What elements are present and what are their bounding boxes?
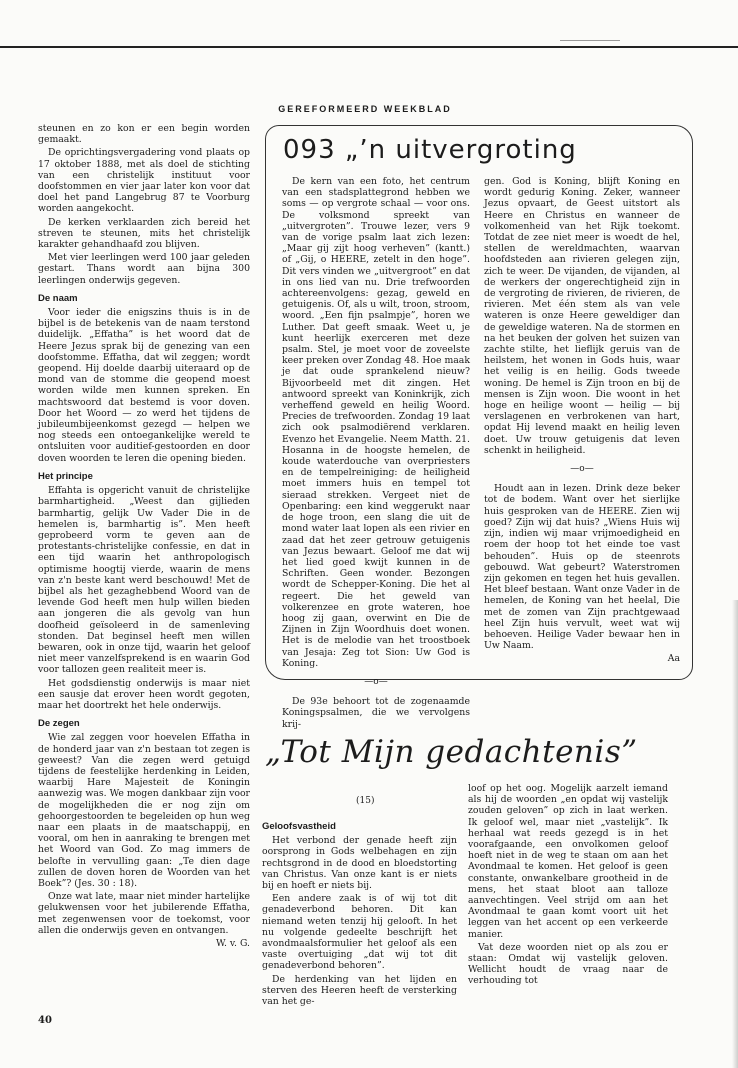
- top-rule-accent: [560, 40, 620, 41]
- psalm-article-title: 093 „’n uitvergroting: [283, 135, 577, 165]
- paragraph: Het verbond der genade heeft zijn oorsprong in Gods welbehagen en zijn rechtsgrond in de dood en bloedstorting van Christus. Van onze kant is er niets bij en hoeft er niets bij.: [262, 835, 457, 892]
- paragraph: Effahta is opgericht vanuit de christelijke barmhartigheid. „Weest dan gijlieden barmhartig, gelijk Uw Vader Die in de hemelen is, barmhartig is”. Men heeft geprobeerd vorm te geven aan de protestants-christelijke confessie, en dat in een tijd waarin het anthropologisch optimisme hoogtij vierde, waarin de mens van z'n beste kant werd beschouwd! Met de bijbel als het gezaghebbend Woord van de levende God heeft men hulp willen bieden aan jongeren die als gevolg van hun doofheid geïsoleerd in de samenleving stonden. Dat beginsel heeft men willen bewaren, ook in onze tijd, waarin het geloof niet meer vanzelfsprekend is en waarin God voor tallozen geen realiteit meer is.: [38, 485, 250, 676]
- paragraph: Voor ieder die enigszins thuis is in de bijbel is de betekenis van de naam terstond duidelijk. „Effatha” is het woord dat de Heere Jezus sprak bij de genezing van een doofstomme. Effatha, dat wil zeggen; wordt geopend. Hij doelde daarbij uiteraard op de mond van de stomme die geopend moest worden wilde men kunnen spreken. En machtswoord dat bestemd is voor doven. Door het Woord — zo werd het tijdens de jubileumbijeenkomst gezegd — helpen we nog steeds een ontoegankelijke wereld te ontsluiten voor auditief-gestoorden en door doven woorden te leren die opening bieden.: [38, 307, 250, 464]
- paragraph: Houdt aan in lezen. Drink deze beker tot de bodem. Want over het sierlijke huis gesproken van de HEERE. Zien wij goed? Zijn wij dat huis? „Wiens Huis wij zijn, indien wij maar vrijmoedigheid en roem der hoop tot het einde toe vast behouden”. Huis op de steenrots gebouwd. Wat gebeurt? Waterstromen zijn gekomen en tegen het huis gevallen. Het bleef bestaan. Want onze Vader in de hemelen, de Koning van het heelal, Die met de zomen van Zijn prachtgewaad heel Zijn huis vervult, weet wat wij behoeven. Heilige Vader bewaar hen in Uw Naam.: [484, 483, 680, 652]
- top-rule: [0, 46, 738, 48]
- paragraph: Wie zal zeggen voor hoevelen Effatha in de honderd jaar van z'n bestaan tot zegen is geweest? Van die zegen werd getuigd tijdens de feestelijke herdenking in Leiden, waarbij Hare Majesteit de Koningin aanwezig was. We mogen dankbaar zijn voor de mogelijkheden die er nog zijn om gehoorgestoorden te begeleiden op hun weg naar een plaats in de maatschappij, en vooral, om hen in aanraking te brengen met het Woord van God. Zo mag immers de belofte in vervulling gaan: „Te dien dage zullen de doven horen de Woorden van het Boek”? (Jes. 30 : 18).: [38, 732, 250, 889]
- page-edge-shadow: [732, 600, 738, 1068]
- paragraph: Onze wat late, maar niet minder hartelijke gelukwensen voor het jubilerende Effatha, met zegenwensen voor de toekomst, voor allen die onderwijs geven en ontvangen.: [38, 891, 250, 936]
- psalm-article-right-column: [484, 176, 680, 667]
- section-heading-naam: De naam: [38, 292, 78, 304]
- left-column: [38, 123, 250, 951]
- psalm-article-left-column: [282, 176, 470, 732]
- paragraph: De oprichtingsvergadering vond plaats op 17 oktober 1888, met als doel de stichting van een christelijk instituut voor doofstommen en vier jaar later kon voor dat doel het pand Langebrug 87 te Voorburg worden aangekocht.: [38, 147, 250, 215]
- section-heading-zegen: De zegen: [38, 718, 80, 730]
- author-signature: W. v. G.: [216, 938, 250, 950]
- separator: —o—: [570, 464, 594, 475]
- series-number: (15): [356, 796, 375, 806]
- gedachtenis-left-column: [262, 814, 457, 1009]
- section-heading-principe: Het principe: [38, 470, 93, 482]
- separator: —o—: [364, 676, 388, 687]
- paragraph: De kern van een foto, het centrum van een stadsplattegrond hebben we soms — op vergrote schaal — voor ons. De volksmond spreekt van „uitvergroten”. Trouwe lezer, vers 9 van de vorige psalm laat zich lezen: „Maar gij zijt hoog verheven” (kantt.) of „Gij, o HEERE, zetelt in den hoge”. Dit vers vinden we „uitvergroot” en dat in ons lied van nu. Drie trefwoorden achtereenvolgens: gezag, geweld en getuigenis. Of, als u wilt, troon, stroom, woord. „Een fijn psalmpje”, horen we Luther. Dat geeft smaak. Weet u, je kunt heerlijk exerceren met deze psalm. Stel, je moet voor de zoveelste keer preken over Zondag 48. Hoe maak je dat oude sprankelend nieuw? Bijvoorbeeld met dit zingen. Het antwoord spreekt van Koninkrijk, zich verheffend geweld en heilig Woord. Precies de trefwoorden. Zondag 19 laat zich ook psalmodiërend verklaren. Evenzo het Evangelie. Neem Matth. 21. Hosanna in de hoogste hemelen, de koude waterdouche van overpriesters en de tempelreiniging: de heiligheid moet immers huis en tempel tot sieraad strekken. Vergeet niet de Openbaring: een kind weggerukt naar de hoge troon, een slang die uit de mond water laat lopen als een rivier en zaad dat het zeer getrouw getuigenis van Jezus bewaart. Geloof me dat wij het lied goed kwijt kunnen in de Schriften. Geen wonder. Bezongen wordt de Schepper-Koning. Die het al regeert. Die het geweld van volkerenzee en grote wateren, hoe hoog zij gaan, overwint en Die de Zijnen in Zijn Woordhuis doet wonen. Het is de melodie van het troostboek van Jesaja: Zeg tot Sion: Uw God is Koning.: [282, 176, 470, 669]
- paragraph: loof op het oog. Mogelijk aarzelt iemand als hij de woorden „en opdat wij vastelijk zouden geloven” op zich in laat werken. Ik geloof wel, maar niet „vastelijk”. Ik herhaal wat reeds gezegd is in het voorafgaande, een onvolkomen geloof hoeft niet in de weg te staan om aan het Avondmaal te komen. Het geloof is geen constante, onwankelbare grootheid in de mens, het staat bloot aan talloze aanvechtingen. Veel strijd om aan het Avondmaal te gaan komt voort uit het leggen van het accent op een verkeerde manier.: [468, 783, 668, 940]
- paragraph: Vat deze woorden niet op als zou er staan: Omdat wij vastelijk geloven. Wellicht houdt de vraag naar de verhouding tot: [468, 941, 668, 987]
- paragraph: gen. God is Koning, blijft Koning en wordt gedurig Koning. Zeker, wanneer Jezus opvaart, de Geest uitstort als Heere en Christus en wanneer de volkomenheid van het Rijk toekomt. Totdat de zee niet meer is woedt de hel, stellen de wereldmachten, waarvan hoofdsteden aan rivieren gelegen zijn, zich te weer. De vijanden, de vijanden, al de werkers der ongerechtigheid zijn in de vergroting de rivieren, de rivieren, de rivieren. Met één stem als van vele wateren is onze Heere geweldiger dan de geweldige wateren. Na de stormen en na het beuken der golven het suizen van zachte stilte, het lieflijk geruis van de heilstem, het wonen in Gods huis, waar het veilig is en heilig. Gods tweede woning. De hemel is Zijn troon en bij de mensen is Zijn woon. Die woont in het hoge en heilige woont — heilig — bij verslagenen en verbrokenen van hart, opdat Hij levend maakt en heilig leven doet. Uw trouw getuigenis dat leven schenkt in heiligheid.: [484, 176, 680, 456]
- article-title-gedachtenis: „Tot Mijn gedachtenis”: [265, 734, 638, 770]
- gedachtenis-right-column: [468, 783, 668, 989]
- running-header: GEREFORMEERD WEEKBLAD: [278, 104, 452, 114]
- paragraph: Het godsdienstig onderwijs is maar niet een sausje dat erover heen wordt gegoten, maar het doortrekt het hele onderwijs.: [38, 677, 250, 711]
- paragraph: De kerken verklaarden zich bereid het streven te steunen, mits het christelijk karakter gehandhaafd zou blijven.: [38, 216, 250, 251]
- paragraph: De 93e behoort tot de zogenaamde Koningspsalmen, die we vervolgens krij-: [282, 696, 470, 730]
- author-signature: Aa: [667, 653, 680, 665]
- page-number: 40: [38, 1015, 52, 1026]
- paragraph: Met vier leerlingen werd 100 jaar geleden gestart. Thans wordt aan bijna 300 leerlingen onderwijs gegeven.: [38, 252, 250, 286]
- paragraph: Een andere zaak is of wij tot dit genadeverbond behoren. Dit kan niemand weten tenzij hij gelooft. In het nu volgende gedeelte beschrijft het avondmaalsformulier het geloof als een vaste overtuiging „dat wij tot dit genadeverbond behoren”.: [262, 893, 457, 972]
- paragraph: steunen en zo kon er een begin worden gemaakt.: [38, 123, 250, 146]
- paragraph: De herdenking van het lijden en sterven des Heeren heeft de versterking van het ge-: [262, 973, 457, 1008]
- section-heading-geloofsvastheid: Geloofsvastheid: [262, 821, 336, 832]
